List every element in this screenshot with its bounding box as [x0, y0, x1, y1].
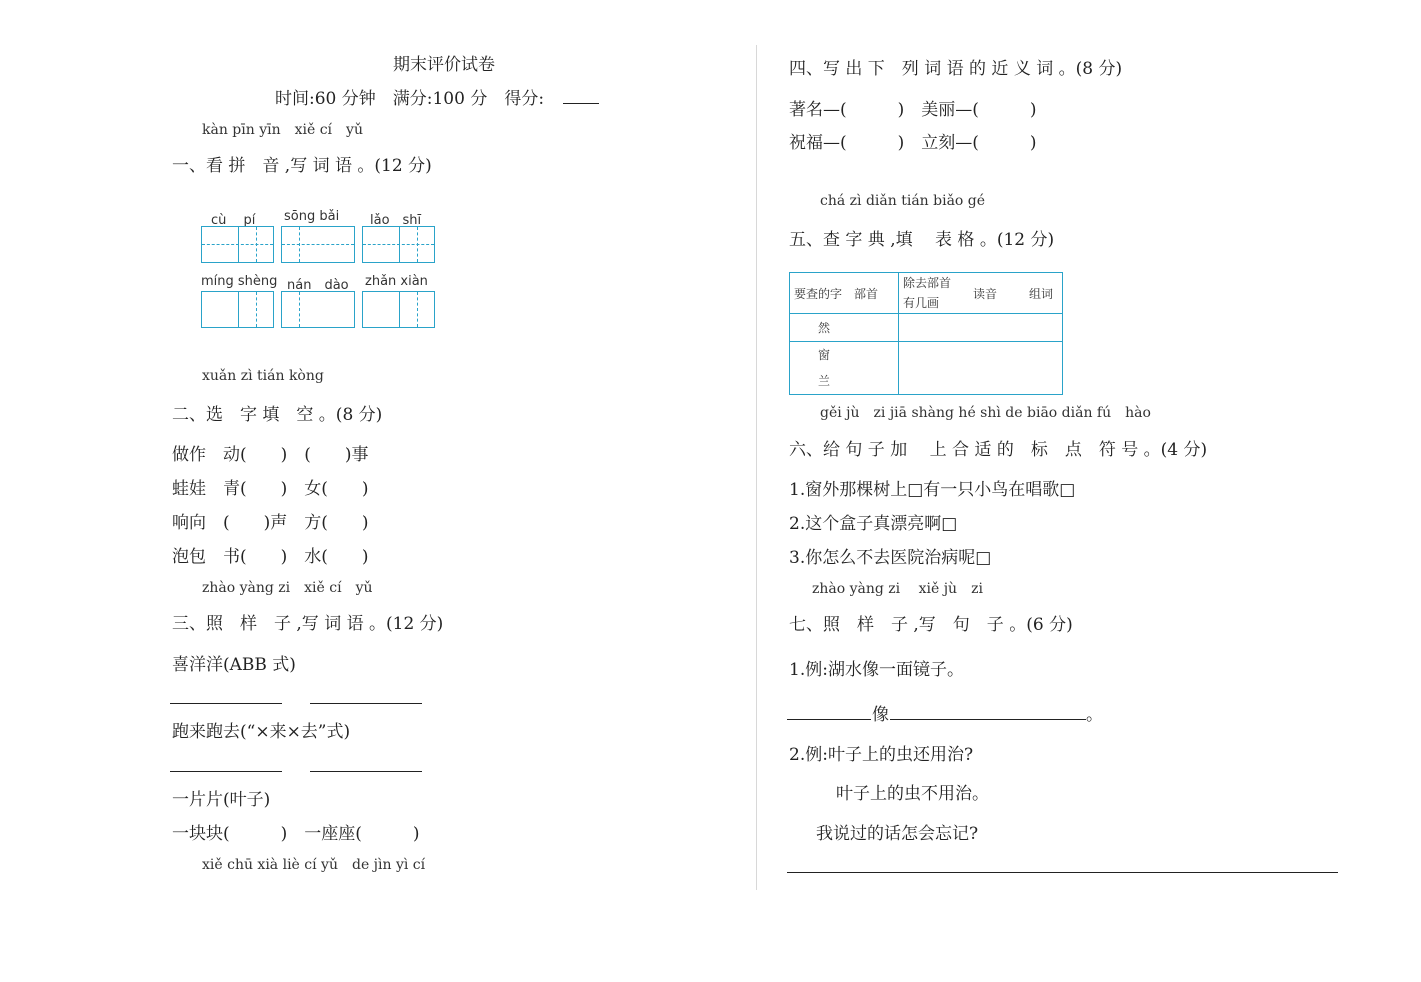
s7-example-2-answer: 叶子上的虫不用治。 — [836, 784, 989, 804]
s4-pinyin: xiě chū xià liè cí yǔ de jìn yì cí — [202, 857, 426, 873]
s5-pinyin: chá zì diǎn tián biǎo gé — [820, 193, 986, 209]
grid-pinyin-6: zhǎn xiàn — [365, 274, 428, 289]
grid-pinyin-5: nán dào — [287, 278, 349, 293]
row-char: 窗 — [818, 347, 831, 362]
th-strokes — [899, 273, 970, 314]
s6-line: 2.这个盒子真漂亮啊□ — [789, 514, 958, 534]
s2-title: 二、选 字 填 空 。(8 分) — [172, 405, 383, 425]
grid-pinyin-2: sōng bǎi — [284, 209, 340, 224]
answer-line[interactable] — [170, 771, 282, 772]
s6-title: 六、给 句 子 加 上 合 适 的 标 点 符 号 。(4 分) — [789, 440, 1208, 460]
exam-info: 时间:60 分钟 满分:100 分 得分: — [275, 89, 545, 109]
s4-title: 四、写 出 下 列 词 语 的 近 义 词 。(8 分) — [789, 59, 1123, 79]
s2-line: 泡包 书( ) 水( ) — [172, 547, 369, 567]
s3-fill-line: 一块块( ) 一座座( ) — [172, 824, 420, 844]
answer-cell[interactable] — [899, 341, 1063, 394]
grid-pinyin-4: míng shèng — [201, 274, 278, 289]
answer-line[interactable] — [310, 703, 422, 704]
s3-example-laiqu: 跑来跑去(“×来×去”式) — [172, 722, 351, 742]
th-reading: 读音 — [969, 273, 1025, 314]
column-divider — [756, 45, 757, 890]
s2-line: 做作 动( ) ( )事 — [172, 445, 369, 465]
s3-pinyin: zhào yàng zi xiě cí yǔ — [202, 580, 373, 596]
answer-line[interactable] — [310, 771, 422, 772]
dictionary-table — [789, 272, 1063, 395]
s6-line: 3.你怎么不去医院治病呢□ — [789, 548, 992, 568]
grid-pinyin-3: lǎo shī — [370, 213, 422, 228]
grid-pinyin-1: cù pí — [211, 213, 256, 228]
s7-title: 七、照 样 子 ,写 句 子 。(6 分) — [789, 615, 1073, 635]
writing-grid[interactable] — [201, 291, 274, 328]
s7-question: 我说过的话怎会忘记? — [816, 824, 979, 844]
row-char: 然 — [790, 314, 899, 341]
s2-line: 响向 ( )声 方( ) — [172, 513, 369, 533]
s6-pinyin: gěi jù zi jiā shàng hé shì de biāo diǎn fú hào — [820, 405, 1151, 421]
answer-line[interactable] — [787, 872, 1338, 873]
th-strokes-line1: 除去部首 — [903, 276, 952, 291]
s1-title: 一、看 拼 音 ,写 词 语 。(12 分) — [172, 156, 432, 176]
s4-line: 著名—( ) 美丽—( ) — [789, 100, 1037, 120]
s1-pinyin: kàn pīn yīn xiě cí yǔ — [202, 122, 363, 138]
th-word: 组词 — [1025, 273, 1063, 314]
page-title: 期末评价试卷 — [393, 55, 495, 75]
s4-line: 祝福—( ) 立刻—( ) — [789, 133, 1037, 153]
s7-pinyin: zhào yàng zi xiě jù zi — [812, 581, 983, 597]
s6-line: 1.窗外那棵树上□有一只小鸟在唱歌□ — [789, 480, 1076, 500]
row-char: 兰 — [818, 373, 831, 388]
s2-pinyin: xuǎn zì tián kòng — [202, 368, 324, 384]
s3-example-pianpian: 一片片(叶子) — [172, 790, 271, 810]
s3-example-abb: 喜洋洋(ABB 式) — [172, 655, 296, 675]
s2-line: 蛙娃 青( ) 女( ) — [172, 479, 369, 499]
score-blank — [563, 103, 599, 104]
writing-grid[interactable] — [362, 226, 435, 263]
th-strokes-line2: 有几画 — [903, 296, 940, 311]
s7-example-2: 2.例:叶子上的虫还用治? — [789, 745, 974, 765]
s7-ex1-mid: 像 — [872, 705, 889, 725]
th-char-radical: 要查的字 部首 — [790, 273, 899, 314]
answer-line[interactable] — [787, 719, 871, 720]
writing-grid[interactable] — [281, 291, 355, 328]
answer-cell[interactable] — [899, 314, 1063, 341]
s7-example-1: 1.例:湖水像一面镜子。 — [789, 660, 964, 680]
writing-grid[interactable] — [201, 226, 274, 263]
s5-title: 五、查 字 典 ,填 表 格 。(12 分) — [789, 230, 1055, 250]
answer-line[interactable] — [890, 719, 1086, 720]
answer-line[interactable] — [170, 703, 282, 704]
writing-grid[interactable] — [362, 291, 435, 328]
writing-grid[interactable] — [281, 226, 355, 263]
s7-ex1-end: 。 — [1086, 705, 1103, 725]
s3-title: 三、照 样 子 ,写 词 语 。(12 分) — [172, 614, 444, 634]
row-char-group — [790, 341, 899, 394]
